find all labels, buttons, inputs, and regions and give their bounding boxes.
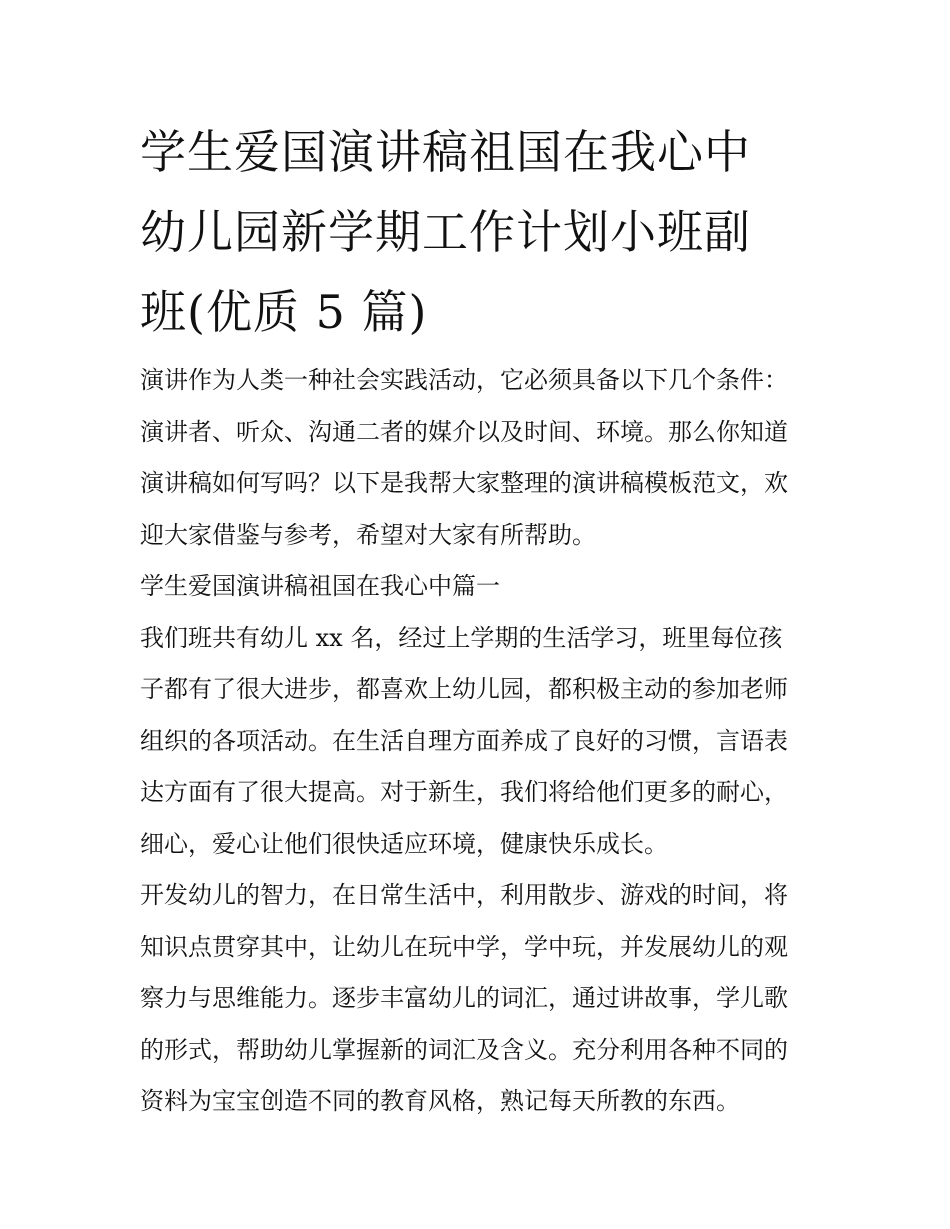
paragraph-line: 察力与思维能力。逐步丰富幼儿的词汇，通过讲故事，学儿歌 — [140, 984, 788, 1012]
title-line: 学生爱国演讲稿祖国在我心中 — [140, 125, 751, 179]
document-body — [140, 355, 820, 1128]
paragraph-line: 组织的各项活动。在生活自理方面养成了良好的习惯，言语表 — [140, 726, 788, 755]
paragraph-line: 开发幼儿的智力，在日常生活中，利用散步、游戏的时间，将 — [140, 881, 788, 909]
intro-line: 迎大家借鉴与参考，希望对大家有所帮助。 — [140, 520, 596, 549]
title-line: 班(优质 5 篇) — [140, 285, 428, 339]
paragraph-line: 资料为宝宝创造不同的教育风格，熟记每天所教的东西。 — [140, 1087, 740, 1115]
paragraph-line: 的形式，帮助幼儿掌握新的词汇及含义。充分利用各种不同的 — [140, 1035, 788, 1064]
paragraph-line: 知识点贯穿其中，让幼儿在玩中学，学中玩，并发展幼儿的观 — [140, 932, 788, 961]
document-title — [140, 112, 820, 352]
paragraph-line: 达方面有了很大提高。对于新生，我们将给他们更多的耐心， — [140, 778, 788, 806]
section-heading: 学生爱国演讲稿祖国在我心中篇一 — [140, 572, 500, 600]
intro-line: 演讲作为人类一种社会实践活动，它必须具备以下几个条件： — [140, 366, 788, 394]
paragraph-line: 我们班共有幼儿 xx 名，经过上学期的生活学习，班里每位孩 — [140, 623, 783, 652]
paragraph-line: 细心，爱心让他们很快适应环境，健康快乐成长。 — [140, 829, 668, 858]
intro-line: 演讲稿如何写吗？以下是我帮大家整理的演讲稿模板范文，欢 — [140, 469, 788, 497]
paragraph-line: 子都有了很大进步，都喜欢上幼儿园，都积极主动的参加老师 — [140, 675, 788, 703]
intro-line: 演讲者、听众、沟通二者的媒介以及时间、环境。那么你知道 — [140, 417, 788, 446]
title-line: 幼儿园新学期工作计划小班副 — [140, 205, 751, 259]
